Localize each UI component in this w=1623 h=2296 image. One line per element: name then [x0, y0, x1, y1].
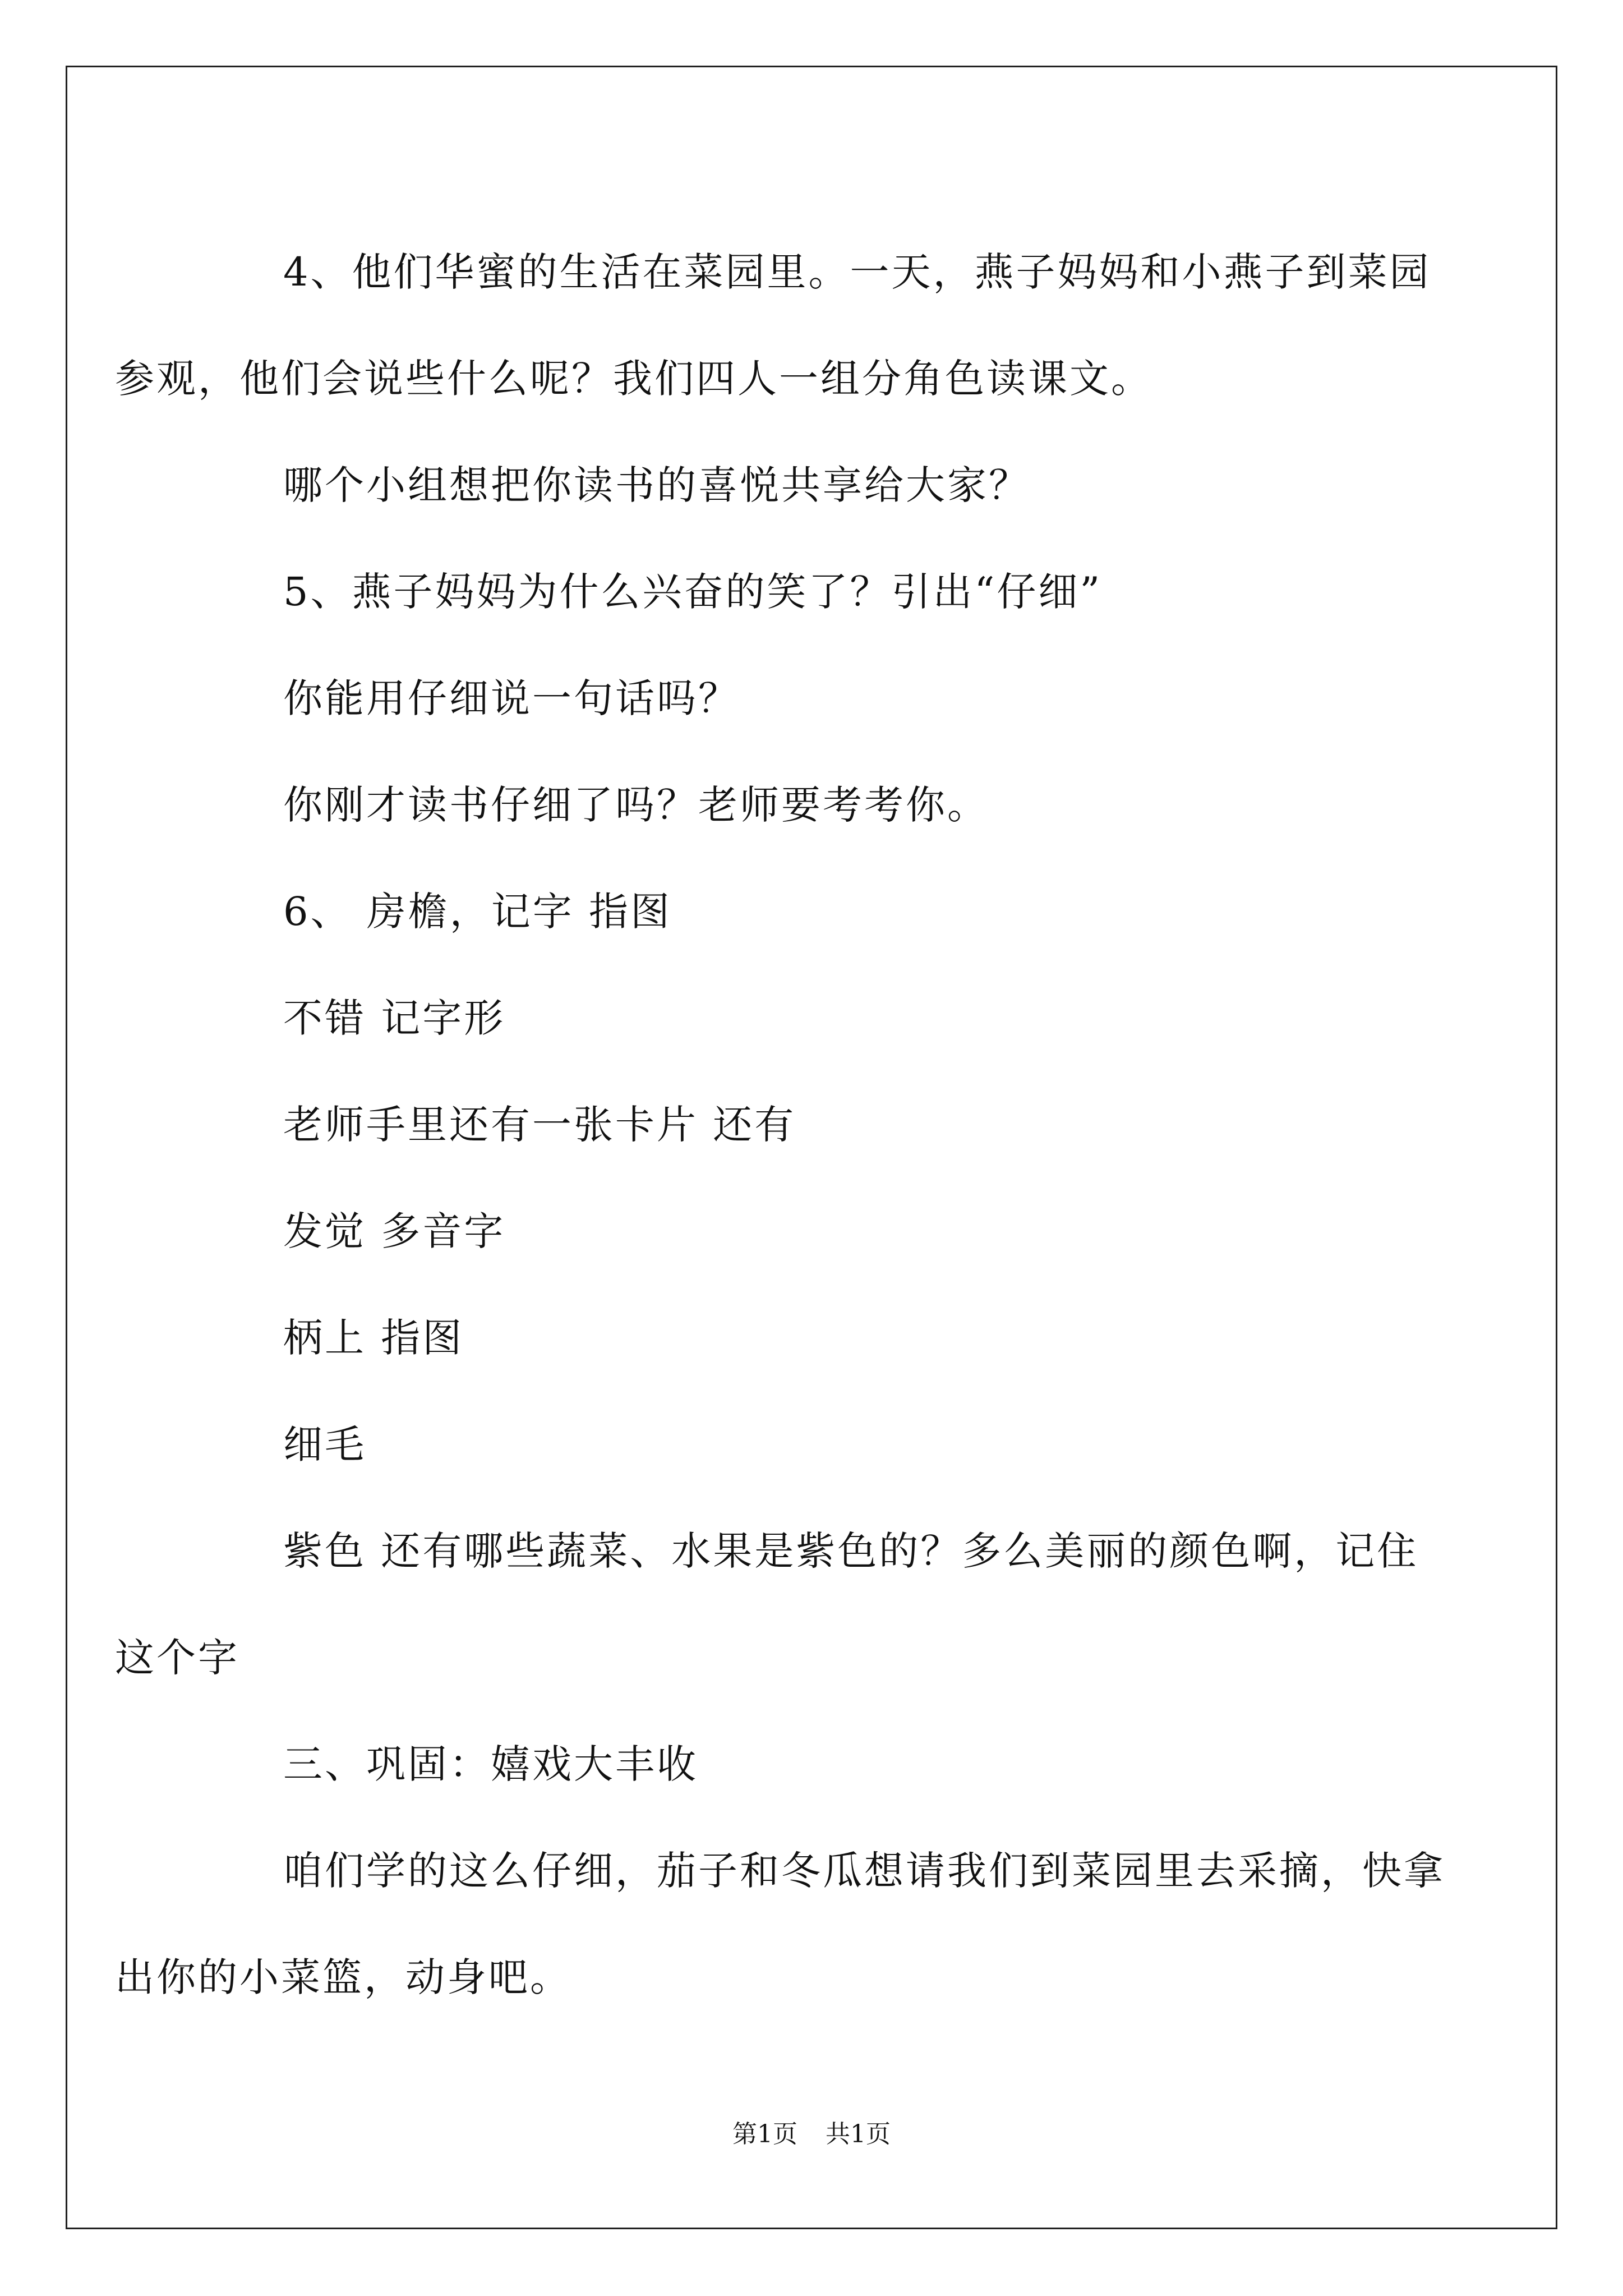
page-footer: [0, 2118, 1623, 2151]
document-body: [115, 219, 1445, 2031]
paragraph-10: 柄上 指图: [283, 1315, 464, 1361]
paragraph-1: 4、他们华蜜的生活在菜园里。一天，燕子妈妈和小燕子到菜园参观，他们会说些什么呢？我们四人一组分角色读课文。: [115, 249, 1431, 402]
paragraph-4: 你能用仔细说一句话吗？: [283, 675, 740, 721]
paragraph-14: 咱们学的这么仔细，茄子和冬瓜想请我们到菜园里去采摘，快拿出你的小菜篮，动身吧。: [115, 1848, 1445, 2000]
section-heading: 三、巩固：嬉戏大丰收: [283, 1741, 698, 1787]
page-number-current: 第1页: [732, 2120, 797, 2148]
paragraph-3: 5、燕子妈妈为什么兴奋的笑了？引出“仔细”: [283, 569, 1103, 615]
paragraph-2: 哪个小组想把你读书的喜悦共享给大家？: [283, 462, 1030, 508]
paragraph-12: 紫色 还有哪些蔬菜、水果是紫色的？多么美丽的颜色啊，记住这个字: [115, 1528, 1419, 1681]
page-number-total: 共1页: [826, 2120, 891, 2148]
paragraph-9: 发觉 多音字: [283, 1208, 506, 1254]
paragraph-5: 你刚才读书仔细了吗？老师要考考你。: [283, 782, 989, 828]
paragraph-6: 6、 房檐，记字 指图: [283, 889, 672, 935]
paragraph-8: 老师手里还有一张卡片 还有: [283, 1102, 796, 1148]
paragraph-7: 不错 记字形: [283, 995, 506, 1041]
paragraph-11: 细毛: [283, 1421, 366, 1467]
